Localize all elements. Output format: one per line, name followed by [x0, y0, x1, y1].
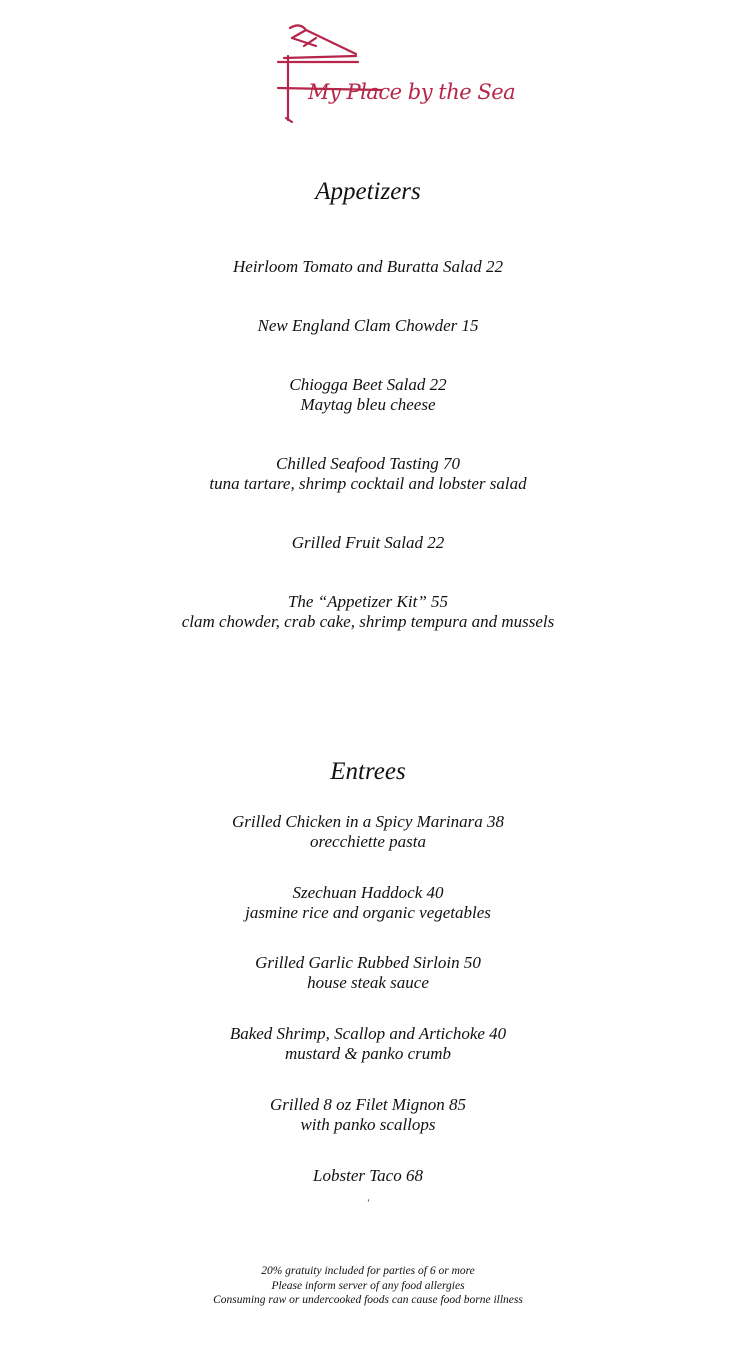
menu-item — [0, 375, 736, 415]
menu-item-name: Heirloom Tomato and Buratta Salad 22 — [233, 257, 503, 276]
menu-item-name: Grilled 8 oz Filet Mignon 85 — [270, 1095, 466, 1114]
menu-item-name: New England Clam Chowder 15 — [257, 316, 479, 335]
menu-item — [0, 533, 736, 553]
menu-item-description: orecchiette pasta — [310, 832, 426, 851]
entrees-heading: Entrees — [330, 758, 406, 785]
restaurant-logo — [270, 18, 516, 128]
menu-item — [0, 454, 736, 494]
menu-item-description: tuna tartare, shrimp cocktail and lobster salad — [209, 474, 527, 493]
menu-item-name: Grilled Garlic Rubbed Sirloin 50 — [255, 953, 481, 972]
menu-item-description: Maytag bleu cheese — [300, 395, 436, 414]
menu-item-name: Lobster Taco 68 — [313, 1166, 423, 1185]
menu-item — [0, 316, 736, 336]
menu-item — [0, 257, 736, 277]
menu-item-name: Baked Shrimp, Scallop and Artichoke 40 — [229, 1024, 507, 1043]
menu-footer-notes — [0, 1264, 736, 1308]
appetizers-heading: Appetizers — [315, 178, 421, 205]
footer-note: Please inform server of any food allergies — [271, 1279, 465, 1292]
menu-item — [0, 953, 736, 993]
menu-item-description: jasmine rice and organic vegetables — [245, 903, 491, 922]
menu-item-name: Chiogga Beet Salad 22 — [289, 375, 447, 394]
umbrella-icon — [270, 18, 480, 128]
menu-item-description: mustard & panko crumb — [284, 1044, 452, 1063]
stray-mark: ‘ — [366, 1198, 370, 1209]
menu-item-name: Chilled Seafood Tasting 70 — [275, 454, 461, 473]
menu-item — [0, 1166, 736, 1186]
menu-item-description: clam chowder, crab cake, shrimp tempura and mussels — [181, 612, 555, 631]
menu-item — [0, 592, 736, 632]
menu-item-description: with panko scallops — [300, 1115, 436, 1134]
menu-item-name: Grilled Fruit Salad 22 — [291, 533, 445, 552]
menu-item — [0, 883, 736, 923]
menu-item-name: Grilled Chicken in a Spicy Marinara 38 — [232, 812, 504, 831]
menu-item-name: Szechuan Haddock 40 — [292, 883, 444, 902]
menu-item-description: house steak sauce — [307, 973, 429, 992]
menu-item-name: The “Appetizer Kit” 55 — [287, 592, 449, 611]
menu-item — [0, 1024, 736, 1064]
footer-note: 20% gratuity included for parties of 6 or more — [261, 1265, 475, 1277]
logo-wordmark: My Place by the Sea — [308, 80, 516, 104]
menu-item — [0, 1095, 736, 1135]
menu-item — [0, 812, 736, 852]
footer-note: Consuming raw or undercooked foods can cause food borne illness — [213, 1294, 523, 1306]
